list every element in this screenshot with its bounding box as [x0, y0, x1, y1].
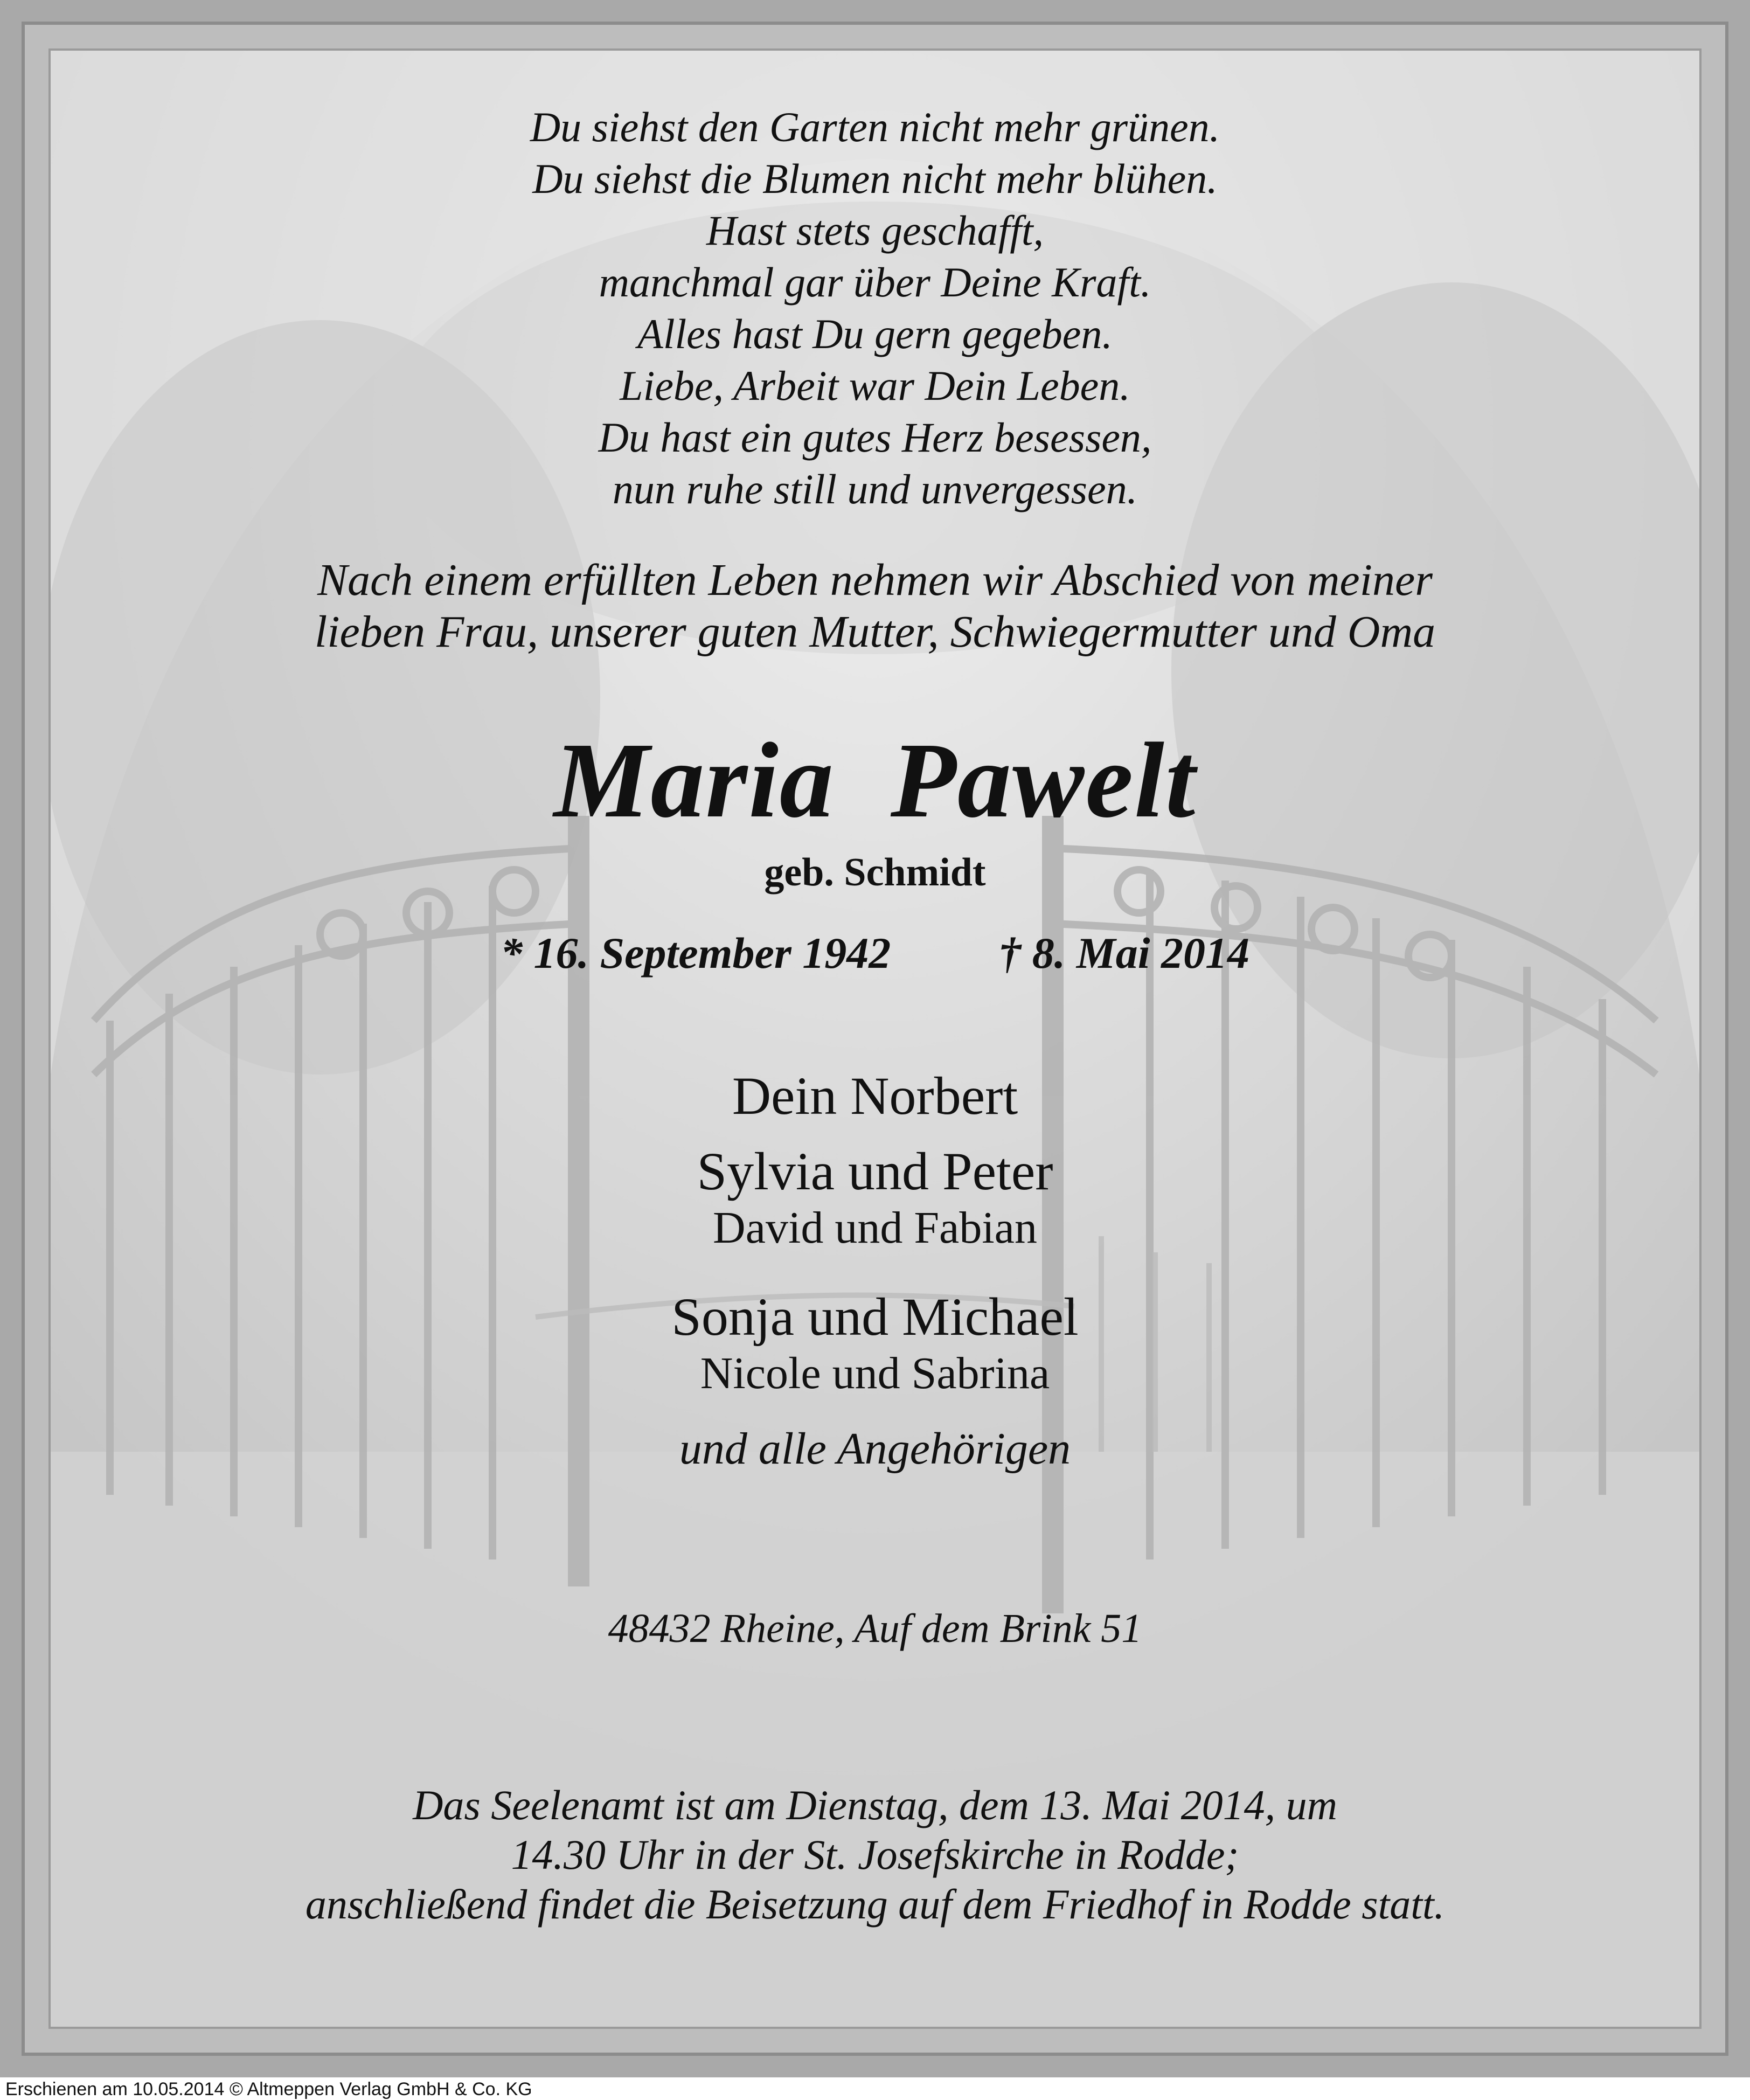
poem-line: Alles hast Du gern gegeben.	[637, 310, 1113, 357]
intro-line-2: lieben Frau, unserer guten Mutter, Schwiegermutter und Oma	[314, 607, 1436, 657]
poem-line: Hast stets geschafft,	[706, 207, 1044, 254]
deceased-name: Maria Pawelt	[553, 721, 1197, 840]
family-spouse: Dein Norbert	[732, 1066, 1018, 1126]
poem-line: Liebe, Arbeit war Dein Leben.	[620, 362, 1130, 409]
service-line: Das Seelenamt ist am Dienstag, dem 13. Mai 2014, um	[413, 1782, 1337, 1828]
notice-panel	[51, 51, 1699, 2027]
family-group1-children: David und Fabian	[713, 1203, 1037, 1253]
poem-line: Du hast ein gutes Herz besessen,	[598, 414, 1152, 461]
family-group2-children: Nicole und Sabrina	[700, 1348, 1050, 1398]
intro-text	[51, 555, 1699, 658]
poem-line: manchmal gar über Deine Kraft.	[599, 259, 1151, 306]
death-date: † 8. Mai 2014	[999, 928, 1249, 978]
life-dates	[51, 926, 1699, 980]
service-info	[51, 1780, 1699, 1929]
birth-date: * 16. September 1942	[501, 928, 891, 978]
poem-line: Du siehst die Blumen nicht mehr blühen.	[532, 155, 1218, 202]
poem-line: nun ruhe still und unvergessen.	[612, 466, 1138, 512]
address: 48432 Rheine, Auf dem Brink 51	[608, 1606, 1142, 1651]
family-group2-parents: Sonja und Michael	[671, 1287, 1079, 1347]
publication-footer: Erschienen am 10.05.2014 © Altmeppen Verlag GmbH & Co. KG	[5, 2079, 532, 2099]
born-name: geb. Schmidt	[764, 850, 986, 895]
family-others: und alle Angehörigen	[679, 1424, 1071, 1474]
family-group1-parents: Sylvia und Peter	[697, 1141, 1053, 1201]
service-line: anschließend findet die Beisetzung auf dem Friedhof in Rodde statt.	[305, 1881, 1445, 1928]
intro-line-1: Nach einem erfüllten Leben nehmen wir Abschied von meiner	[317, 555, 1433, 605]
poem-line: Du siehst den Garten nicht mehr grünen.	[530, 103, 1220, 150]
service-line: 14.30 Uhr in der St. Josefskirche in Rodde;	[511, 1831, 1239, 1878]
poem	[51, 101, 1699, 515]
